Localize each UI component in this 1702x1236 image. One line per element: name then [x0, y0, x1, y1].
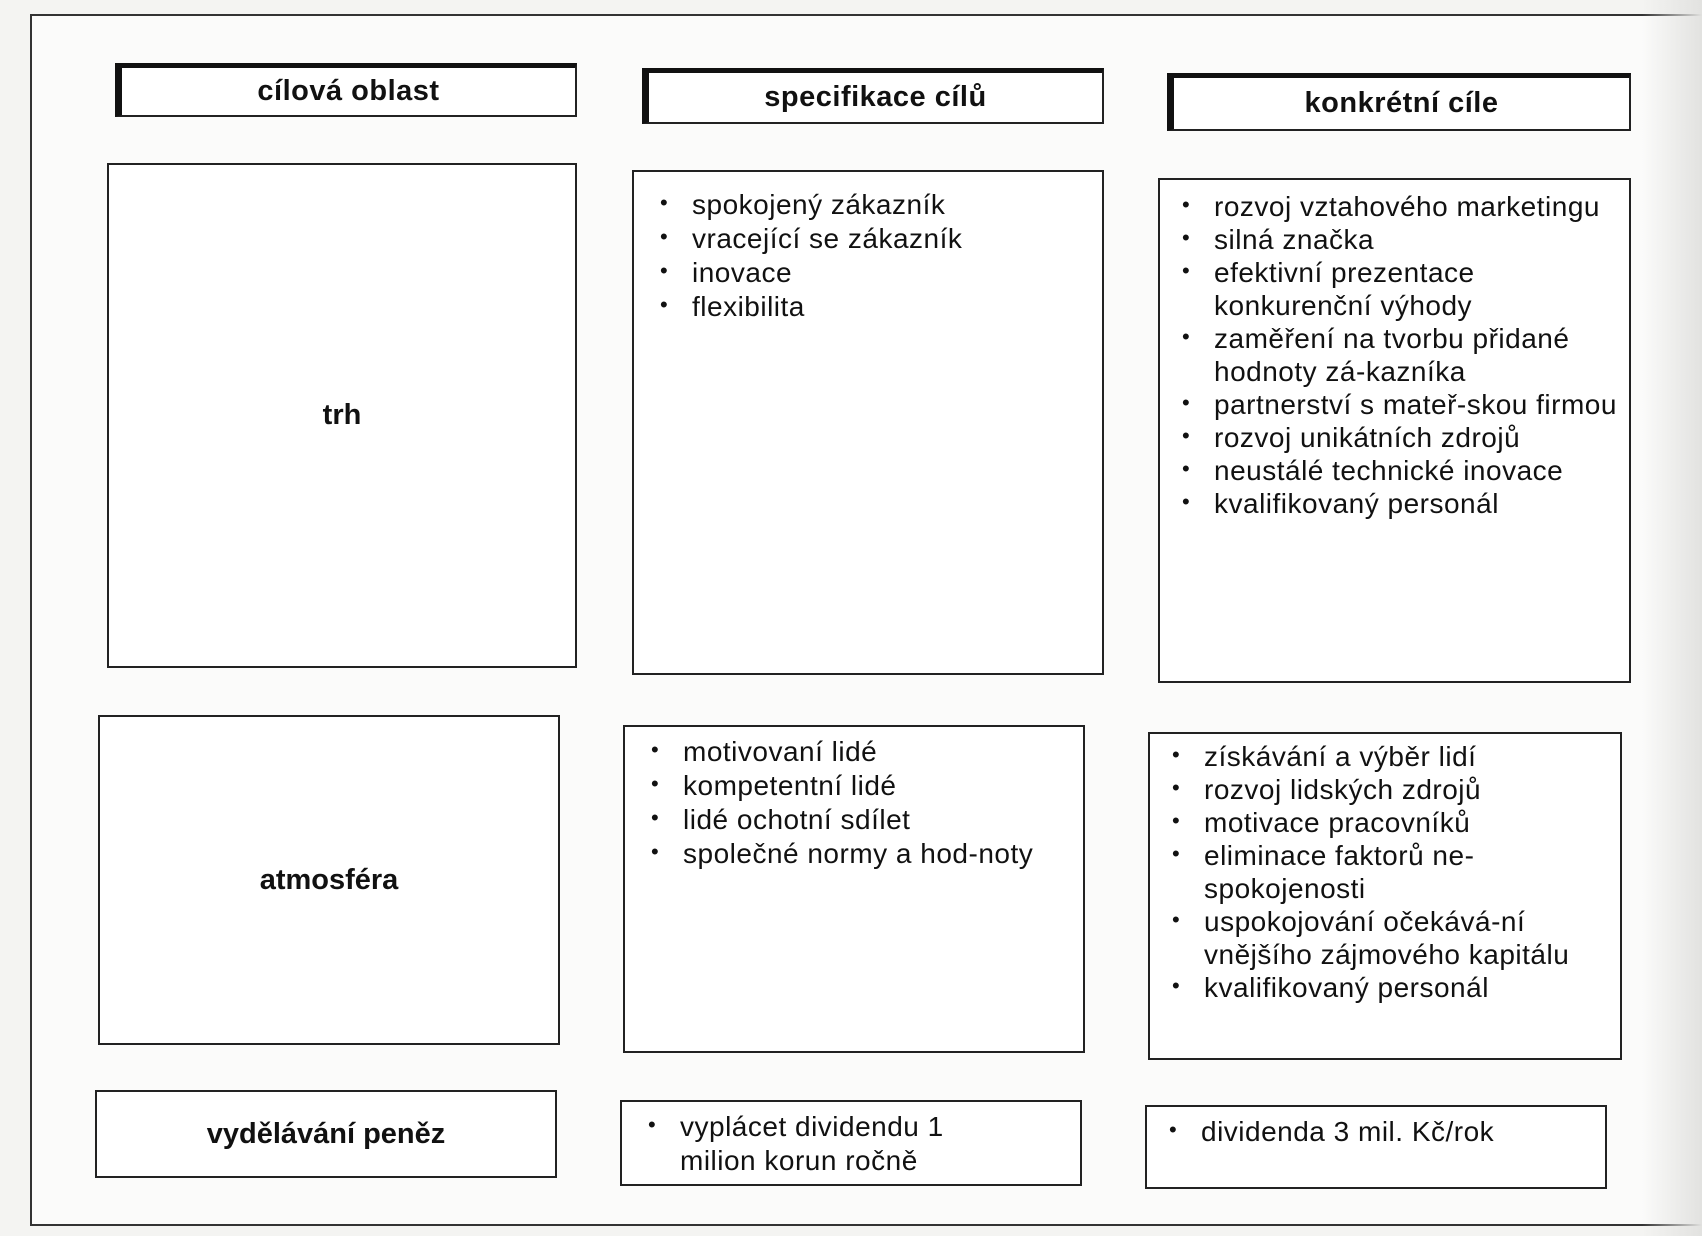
goals-atmosphere-list — [1164, 740, 1616, 1004]
list-item: • flexibilita — [652, 290, 1096, 324]
list-item: • eliminace faktorů ne-spokojenosti — [1164, 839, 1616, 905]
area-market-label: trh — [322, 399, 362, 431]
goals-atmosphere — [1148, 732, 1622, 1060]
list-item: • partnerství s mateř-skou firmou — [1174, 388, 1625, 421]
list-item: • rozvoj unikátních zdrojů — [1174, 421, 1625, 454]
list-item: • efektivní prezentace konkurenční výhody — [1174, 256, 1625, 322]
list-item: • vracející se zákazník — [652, 222, 1096, 256]
list-item: • inovace — [652, 256, 1096, 290]
area-making-money — [95, 1090, 557, 1178]
specs-atmosphere-list — [643, 735, 1077, 871]
list-item: • kvalifikovaný personál — [1174, 487, 1625, 520]
list-item: • dividenda 3 mil. Kč/rok — [1161, 1115, 1601, 1149]
list-item: • získávání a výběr lidí — [1164, 740, 1616, 773]
header-concrete-goals-label: konkrétní cíle — [1304, 87, 1499, 119]
header-goal-specification — [642, 68, 1104, 124]
area-market — [107, 163, 577, 668]
list-item: • uspokojování očekává-ní vnějšího zájmového kapitálu — [1164, 905, 1616, 971]
list-item: • lidé ochotní sdílet — [643, 803, 1077, 837]
specs-market — [632, 170, 1104, 675]
specs-market-list — [652, 188, 1096, 324]
area-atmosphere-label: atmosféra — [259, 863, 399, 896]
header-target-area — [115, 63, 577, 117]
area-making-money-label: vydělávání peněz — [206, 1117, 446, 1150]
goals-making-money-list — [1161, 1115, 1601, 1149]
specs-making-money-list — [640, 1110, 1074, 1178]
list-item: • kvalifikovaný personál — [1164, 971, 1616, 1004]
area-atmosphere — [98, 715, 560, 1045]
list-item: • neustálé technické inovace — [1174, 454, 1625, 487]
list-item: • silná značka — [1174, 223, 1625, 256]
list-item: • zaměření na tvorbu přidané hodnoty zá-kazníka — [1174, 322, 1625, 388]
goals-making-money — [1145, 1105, 1607, 1189]
list-item: • spokojený zákazník — [652, 188, 1096, 222]
list-item: • motivace pracovníků — [1164, 806, 1616, 839]
header-target-area-label: cílová oblast — [257, 75, 440, 107]
specs-making-money — [620, 1100, 1082, 1186]
list-item: • vyplácet dividendu 1 milion korun ročně — [640, 1110, 1010, 1178]
header-goal-specification-label: specifikace cílů — [764, 81, 987, 113]
goals-market-list — [1174, 190, 1625, 520]
header-concrete-goals — [1167, 73, 1631, 131]
specs-atmosphere — [623, 725, 1085, 1053]
page-shadow — [1642, 0, 1702, 1236]
list-item: • kompetentní lidé — [643, 769, 1077, 803]
list-item: • motivovaní lidé — [643, 735, 1077, 769]
list-item: • rozvoj lidských zdrojů — [1164, 773, 1616, 806]
list-item: • rozvoj vztahového marketingu — [1174, 190, 1625, 223]
goals-market — [1158, 178, 1631, 683]
list-item: • společné normy a hod-noty — [643, 837, 1077, 871]
